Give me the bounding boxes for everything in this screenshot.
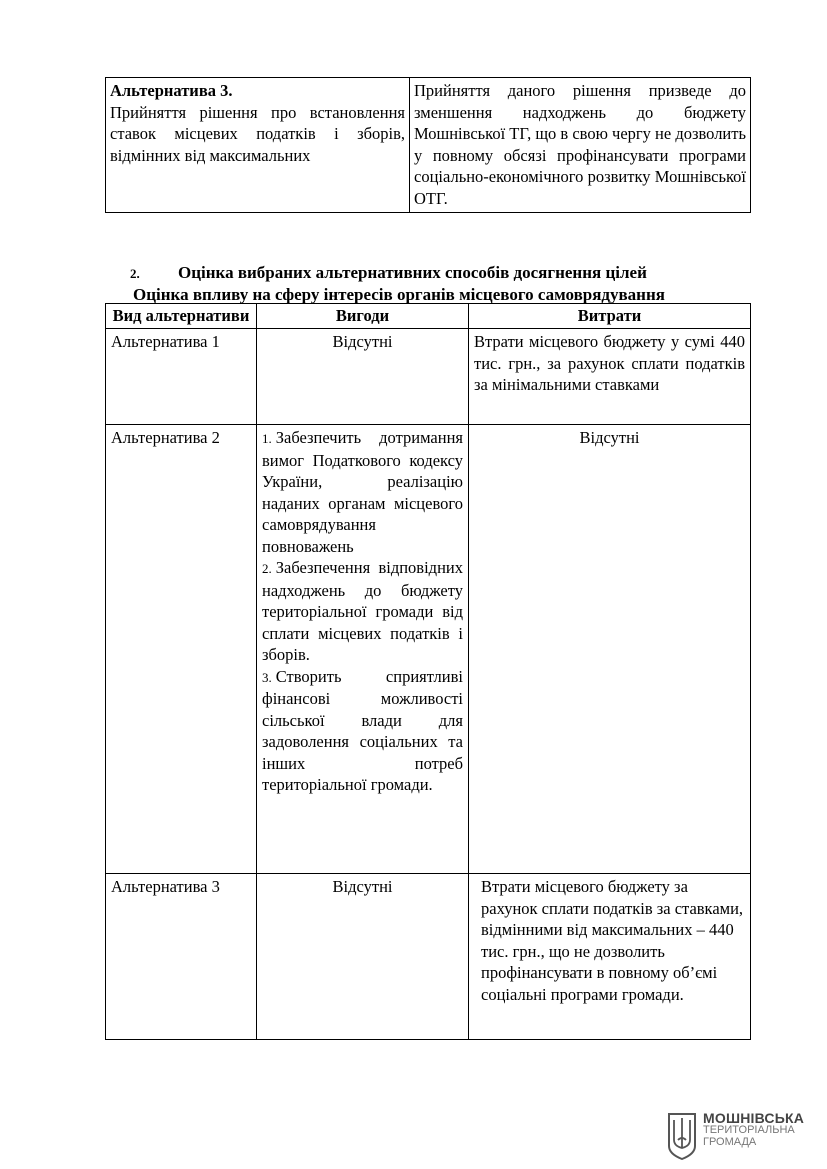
- benefits-cell: Відсутні: [257, 874, 469, 1040]
- section-number: 2.: [130, 266, 140, 281]
- table-row: [106, 78, 751, 213]
- header-costs: Витрати: [469, 304, 751, 329]
- alternative-3-table: [105, 77, 751, 213]
- header-benefits: Вигоди: [257, 304, 469, 329]
- table-row: [106, 425, 751, 874]
- header-alternative-type: Вид альтернативи: [106, 304, 257, 329]
- benefit-item: 1. Забезпечить дотримання вимог Податкового кодексу України, реалізацію наданих органам місцевого самоврядування повноважень: [262, 428, 463, 556]
- alternative-name: Альтернатива 2: [106, 425, 257, 874]
- alternative-3-title: Альтернатива 3.: [110, 81, 233, 100]
- trident-icon: [667, 1112, 697, 1160]
- logo-text: [703, 1112, 804, 1148]
- alternative-3-description-cell: [106, 78, 410, 213]
- impact-assessment-table: [105, 303, 751, 1040]
- section-title: Оцінка вибраних альтернативних способів досягнення цілей: [178, 263, 647, 282]
- logo-line2: ТЕРИТОРІАЛЬНА: [703, 1124, 795, 1136]
- benefit-item: 2. Забезпечення відповідних надходжень до бюджету територіальної громади від сплати місцевих податків і зборів.: [262, 558, 463, 664]
- benefits-cell: Відсутні: [257, 329, 469, 425]
- section-subtitle: Оцінка впливу на сферу інтересів органів місцевого самоврядування: [133, 285, 665, 304]
- alternative-name: Альтернатива 1: [106, 329, 257, 425]
- table-header-row: [106, 304, 751, 329]
- table-row: [106, 874, 751, 1040]
- table-row: [106, 329, 751, 425]
- costs-cell: Втрати місцевого бюджету у сумі 440 тис. грн., за рахунок сплати податків за мінімальними ставками: [469, 329, 751, 425]
- costs-cell: Втрати місцевого бюджету за рахунок сплати податків за ставками, відмінними від максимальних – 440 тис. грн., що не дозволить профінансувати в повному об’ємі соціальні програми громади.: [469, 874, 751, 1040]
- logo-line3: ГРОМАДА: [703, 1136, 757, 1148]
- benefits-cell: [257, 425, 469, 874]
- community-logo: [667, 1112, 804, 1160]
- benefit-item: 3. Створить сприятливі фінансові можливості сільської влади для задоволення соціальних та інших потреб територіальної громади.: [262, 666, 463, 794]
- alternative-3-text: Прийняття рішення про встановлення ставок місцевих податків і зборів, відмінних від максимальних: [110, 102, 405, 165]
- logo-title: МОШНІВСЬКА: [703, 1110, 805, 1126]
- costs-cell: Відсутні: [469, 425, 751, 874]
- alternative-name: Альтернатива 3: [106, 874, 257, 1040]
- section-heading: [130, 262, 647, 285]
- alternative-3-consequence-cell: Прийняття даного рішення призведе до зменшення надходжень до бюджету Мошнівської ТГ, що в свою чергу не дозволить у повному обсязі профінансувати програми соціально-економічного розвитку Мошнівської ОТГ.: [410, 78, 751, 213]
